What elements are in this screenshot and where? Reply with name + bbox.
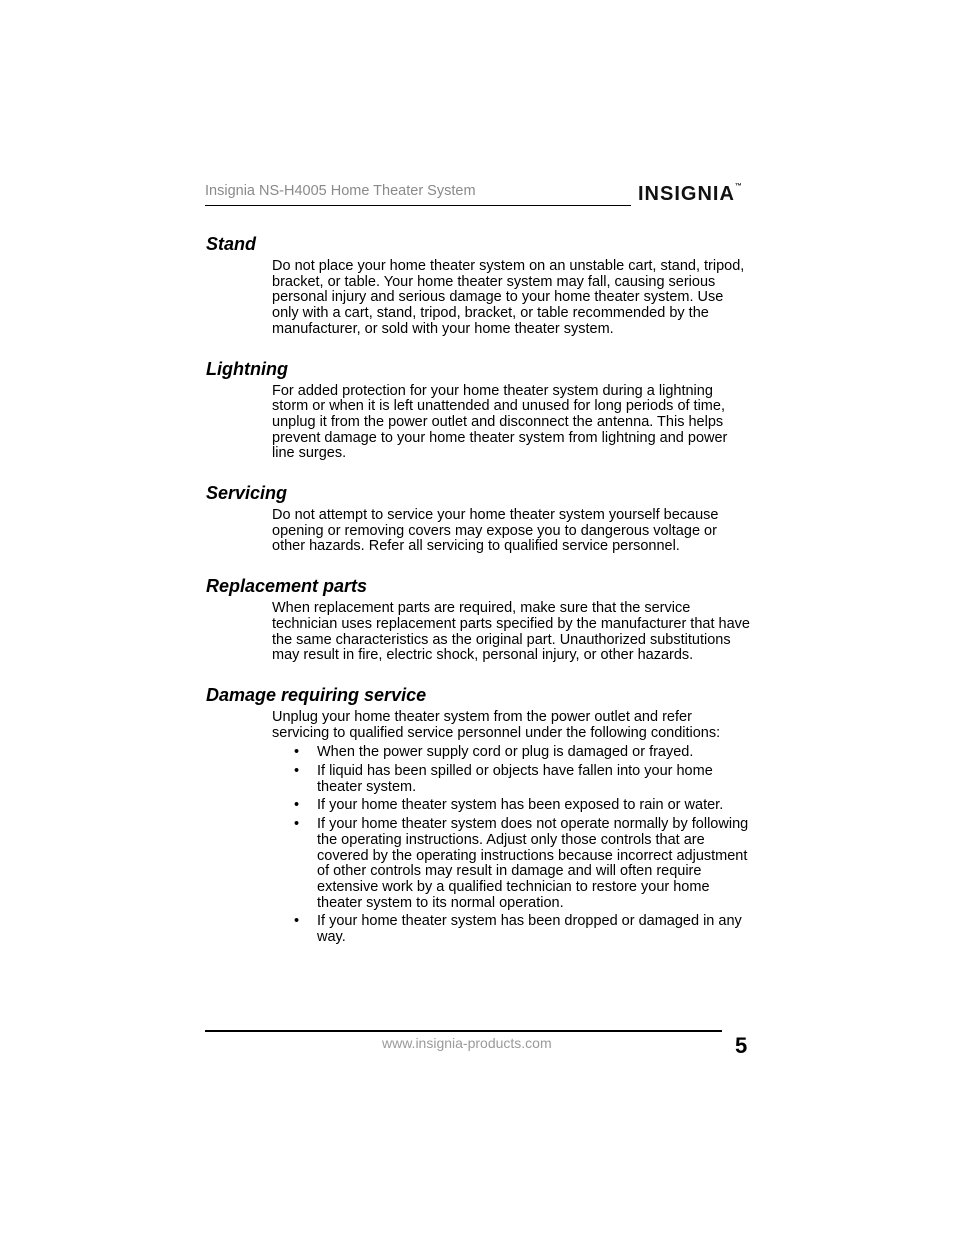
section-paragraph: For added protection for your home theater system during a lightning storm or when it is left unattended and unused for long periods of time, unplug it from the power outlet and disconnect the antenna. This helps prevent damage to your home theater system from lightning and power line surges.: [272, 382, 728, 462]
list-item-text: If liquid has been spilled or objects have fallen into your home theater system.: [317, 763, 713, 795]
list-item-text: If your home theater system does not operate normally by following the operating instructions. Adjust only those controls that are covered by the operating instructions because incorrect adjustment of other controls may result in damage and will often require extensive work by a qualified technician to restore your home theater system to its normal operation.: [317, 816, 749, 911]
header-title: Insignia NS-H4005 Home Theater System: [205, 183, 476, 199]
header-rule: [205, 205, 631, 206]
insignia-logo: [638, 183, 742, 206]
section-paragraph: Do not place your home theater system on an unstable cart, stand, tripod, bracket, or table. Your home theater system may fall, causing serious personal injury and serious damage to your home theater system. Use only with a cart, stand, tripod, bracket, or table recommended by the manufacturer, or sold with your home theater system.: [272, 258, 745, 337]
list-item: [272, 745, 751, 761]
section-paragraph: Unplug your home theater system from the power outlet and refer servicing to qualified service personnel under the following conditions:: [272, 708, 721, 741]
section-servicing: [206, 481, 751, 555]
section-heading: Damage requiring service: [206, 684, 427, 705]
section-body: [272, 710, 751, 946]
section-paragraph: Do not attempt to service your home theater system yourself because opening or removing covers may expose you to dangerous voltage or other hazards. Refer all servicing to qualified service personnel.: [272, 507, 719, 555]
section-heading: Lightning: [206, 358, 288, 379]
logo-trademark: ™: [734, 183, 742, 190]
conditions-list: [272, 745, 751, 945]
section-heading: Stand: [206, 234, 257, 254]
section-damage-requiring-service: [206, 683, 751, 946]
list-item: [272, 914, 751, 945]
section-body: [272, 259, 751, 338]
footer-rule: [205, 1030, 722, 1032]
list-item: [272, 764, 751, 795]
list-item-text: If your home theater system has been exposed to rain or water.: [317, 797, 724, 814]
section-lightning: [206, 357, 751, 463]
page-content: [206, 232, 751, 965]
section-stand: [206, 232, 751, 338]
section-body: [272, 384, 751, 463]
list-item-text: If your home theater system has been dropped or damaged in any way.: [317, 913, 742, 946]
logo-text: INSIGNIA: [638, 183, 735, 205]
section-heading: Servicing: [206, 483, 288, 504]
section-replacement-parts: [206, 574, 751, 664]
section-body: [272, 508, 751, 555]
section-paragraph: When replacement parts are required, make sure that the service technician uses replacement parts specified by the manufacturer that have the same characteristics as the original part. Unauthorized substitutions may result in fire, electric shock, personal injury, or other hazards.: [272, 600, 750, 664]
bullet-icon: •: [294, 797, 300, 814]
bullet-icon: •: [294, 744, 300, 761]
list-item-text: When the power supply cord or plug is damaged or frayed.: [317, 744, 694, 761]
bullet-icon: •: [294, 913, 300, 930]
bullet-icon: •: [294, 763, 300, 780]
footer-url: www.insignia-products.com: [382, 1035, 552, 1051]
bullet-icon: •: [294, 816, 300, 833]
section-body: [272, 601, 751, 664]
page-number: 5: [735, 1033, 748, 1058]
section-heading: Replacement parts: [206, 576, 368, 597]
list-item: [272, 798, 751, 814]
list-item: [272, 817, 751, 911]
